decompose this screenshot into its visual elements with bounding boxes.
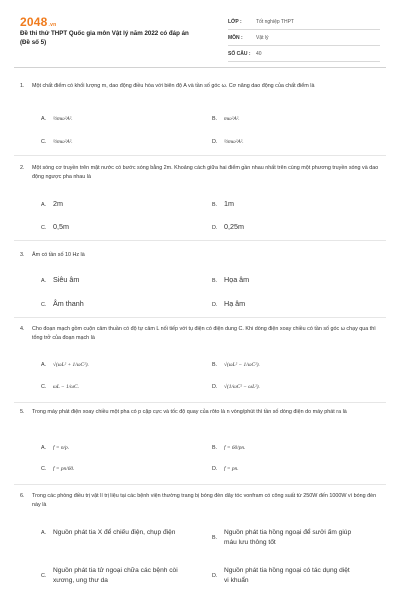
question-number: 3. bbox=[20, 252, 25, 258]
option-2a[interactable] bbox=[41, 199, 63, 208]
meta-row-class bbox=[228, 14, 380, 30]
option-text: ½mω²A². bbox=[224, 139, 244, 145]
document-title bbox=[20, 29, 225, 47]
option-label: B. bbox=[212, 362, 218, 368]
option-label: D. bbox=[212, 466, 218, 472]
option-text: 1m bbox=[224, 199, 234, 208]
option-label: D. bbox=[212, 384, 218, 390]
meta-label: LỚP : bbox=[228, 18, 242, 25]
question-divider bbox=[14, 240, 386, 241]
option-text: f = 60/pn. bbox=[224, 445, 246, 451]
option-text: f = pn. bbox=[224, 466, 239, 472]
exam-meta bbox=[228, 14, 380, 62]
question-divider bbox=[14, 402, 386, 403]
option-label: A. bbox=[41, 202, 47, 208]
option-label: B. bbox=[212, 202, 218, 208]
option-text: Họa âm bbox=[224, 275, 250, 284]
option-label: A. bbox=[41, 278, 47, 284]
option-5c[interactable] bbox=[41, 466, 74, 472]
meta-value: Vật lý bbox=[256, 34, 269, 41]
question-1 bbox=[20, 82, 382, 91]
option-text: √(1/ωC² − ωL²). bbox=[224, 384, 260, 390]
question-number: 4. bbox=[20, 326, 25, 332]
option-text: Siêu âm bbox=[53, 275, 80, 284]
option-6c[interactable] bbox=[41, 566, 183, 586]
site-logo[interactable] bbox=[20, 15, 56, 29]
option-text: ωL − 1/ωC. bbox=[53, 384, 79, 390]
option-label: B. bbox=[212, 445, 218, 451]
meta-label: SỐ CÂU : bbox=[228, 50, 251, 57]
option-text: Nguồn phát tia X để chiếu điện, chụp điện bbox=[53, 529, 176, 536]
option-label: A. bbox=[41, 445, 47, 451]
question-number: 2. bbox=[20, 165, 25, 171]
option-label: A. bbox=[41, 116, 47, 122]
meta-row-count bbox=[228, 46, 380, 62]
question-number: 5. bbox=[20, 409, 25, 415]
option-6a[interactable] bbox=[41, 528, 183, 538]
option-text: 0,25m bbox=[224, 222, 244, 231]
option-4d[interactable] bbox=[212, 384, 260, 390]
meta-label: MÔN : bbox=[228, 34, 243, 41]
option-4c[interactable] bbox=[41, 384, 79, 390]
question-text: Trong các phòng điều trị vật lí trị liệu tại các bệnh viện thường trang bị bóng đèn dây tóc vonfram có công suất từ 250W đến 1000W vì bóng đèn này là bbox=[32, 493, 377, 508]
question-text: Cho đoạn mạch gồm cuộn cảm thuần có độ tự cảm L nối tiếp với tụ điện có điện dung C. Khi dòng điện xoay chiều có tần số góc ω chạy qua thì tổng trở của đoạn mạch là bbox=[32, 326, 376, 341]
option-3b[interactable] bbox=[212, 275, 249, 284]
option-label: D. bbox=[212, 225, 218, 231]
option-text: √(ωL² − 1/ωC²). bbox=[224, 362, 260, 368]
option-2c[interactable] bbox=[41, 222, 69, 231]
option-label: C. bbox=[41, 225, 47, 231]
option-text: mω²A². bbox=[224, 116, 240, 122]
question-divider bbox=[14, 155, 386, 156]
option-4b[interactable] bbox=[212, 362, 260, 368]
option-text: 0,5m bbox=[53, 222, 69, 231]
question-text: Trong máy phát điện xoay chiều một pha có p cặp cực và tốc độ quay của rôto là n vòng/phút thì tần số dòng điện do máy phát ra là bbox=[32, 409, 347, 415]
option-3c[interactable] bbox=[41, 299, 84, 308]
question-number: 1. bbox=[20, 83, 25, 89]
option-6b[interactable] bbox=[212, 528, 354, 548]
option-label: B. bbox=[212, 116, 218, 122]
option-label: C. bbox=[41, 466, 47, 472]
option-label: D. bbox=[212, 302, 218, 308]
option-text: Nguồn phát tia hồng ngoại để sưởi ấm giúp máu lưu thông tốt bbox=[224, 529, 352, 546]
meta-value: 40 bbox=[256, 50, 262, 57]
question-6 bbox=[20, 492, 382, 509]
option-label: C. bbox=[41, 573, 47, 579]
logo-suffix: .vn bbox=[48, 22, 57, 28]
option-1d[interactable] bbox=[212, 139, 244, 145]
option-label: A. bbox=[41, 362, 47, 368]
option-text: f = pn/60. bbox=[53, 466, 75, 472]
header-divider bbox=[14, 67, 386, 68]
option-text: Nguồn phát tia tử ngoại chữa các bệnh còi xương, ung thư da bbox=[53, 567, 178, 584]
option-text: ½mω²A². bbox=[53, 116, 73, 122]
option-label: D. bbox=[212, 573, 218, 579]
option-4a[interactable] bbox=[41, 362, 89, 368]
question-text: Âm có tần số 10 Hz là bbox=[32, 252, 85, 258]
question-text: Một chất điểm có khối lượng m, dao động điều hòa với biên độ A và tần số góc ω. Cơ năng dao động của chất điểm là bbox=[32, 83, 315, 89]
title-line-1: Đề thi thử THPT Quốc gia môn Vật lý năm 2022 có đáp án bbox=[20, 30, 189, 37]
option-label: C. bbox=[41, 139, 47, 145]
title-line-2: (Đề số 5) bbox=[20, 39, 47, 46]
question-5 bbox=[20, 408, 382, 417]
question-2 bbox=[20, 164, 382, 181]
option-label: A. bbox=[41, 530, 47, 536]
question-divider bbox=[14, 484, 386, 485]
option-2b[interactable] bbox=[212, 199, 234, 208]
option-text: Hạ âm bbox=[224, 299, 246, 308]
option-text: √(ωL² + 1/ωC²). bbox=[53, 362, 89, 368]
option-label: B. bbox=[212, 278, 218, 284]
option-text: f = n/p. bbox=[53, 445, 70, 451]
meta-value: Tốt nghiệp THPT bbox=[256, 18, 294, 25]
question-text: Một sóng cơ truyền trên mặt nước có bước sóng bằng 2m. Khoảng cách giữa hai điểm gần nhau nhất trên cùng một phương truyền sóng và dao động ngược pha nhau là bbox=[32, 165, 379, 180]
option-5b[interactable] bbox=[212, 445, 245, 451]
logo-main: 2048 bbox=[20, 15, 48, 29]
option-label: D. bbox=[212, 139, 218, 145]
option-3d[interactable] bbox=[212, 299, 245, 308]
option-label: C. bbox=[41, 384, 47, 390]
question-3 bbox=[20, 251, 382, 260]
option-text: 2m bbox=[53, 199, 63, 208]
option-1c[interactable] bbox=[41, 139, 73, 145]
option-1b[interactable] bbox=[212, 116, 240, 122]
option-5d[interactable] bbox=[212, 466, 239, 472]
option-text: Nguồn phát tia hồng ngoại có tác dụng diệt vi khuẩn bbox=[224, 567, 350, 584]
question-4 bbox=[20, 325, 382, 342]
question-number: 6. bbox=[20, 493, 25, 499]
option-text: Âm thanh bbox=[53, 299, 84, 308]
option-3a[interactable] bbox=[41, 275, 79, 284]
option-label: C. bbox=[41, 302, 47, 308]
question-divider bbox=[14, 317, 386, 318]
option-2d[interactable] bbox=[212, 222, 244, 231]
option-1a[interactable] bbox=[41, 116, 73, 122]
option-label: B. bbox=[212, 535, 218, 541]
option-5a[interactable] bbox=[41, 445, 69, 451]
option-text: ½mω²A². bbox=[53, 139, 73, 145]
meta-row-subject bbox=[228, 30, 380, 46]
option-6d[interactable] bbox=[212, 566, 354, 586]
